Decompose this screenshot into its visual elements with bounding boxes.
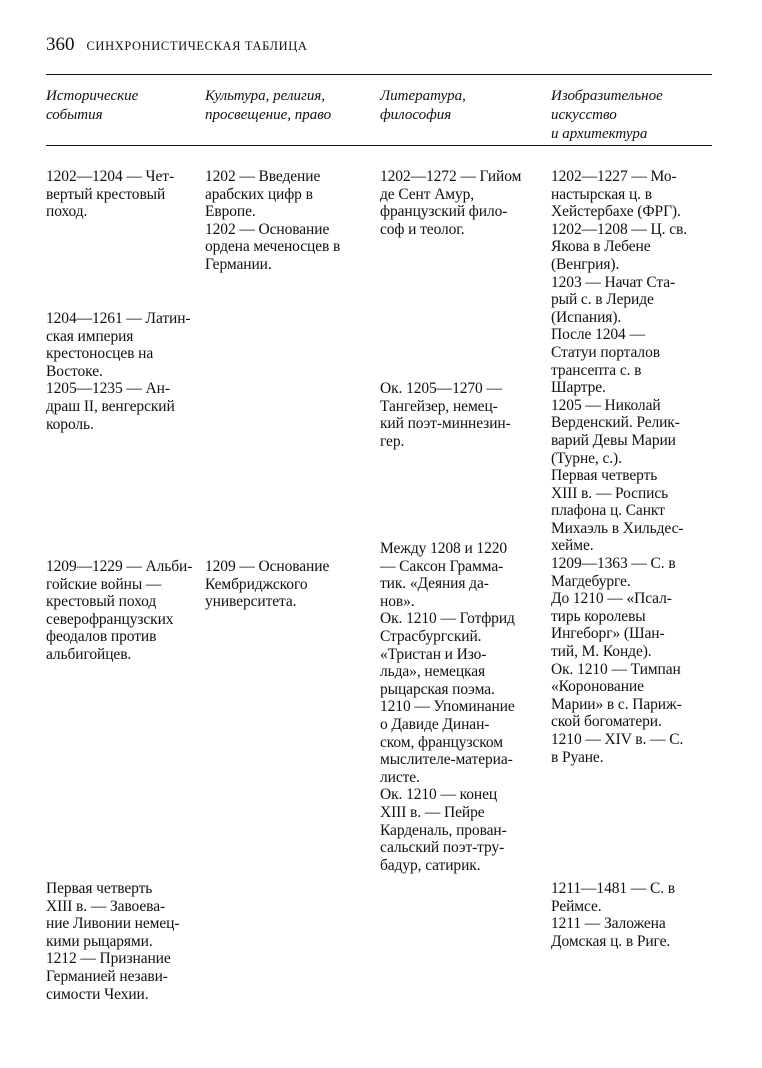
table-top-rule — [46, 74, 712, 75]
column-header-history: Исторические события — [46, 88, 139, 123]
column-header-art: Изобразительное искусство и архитектура — [551, 88, 663, 142]
column-header-literature: Литература, философия — [380, 88, 466, 123]
table-cell-art: 1202—1227 — Мо- настырская ц. в Хейстербахе (ФРГ). 1202—1208 — Ц. св. Якова в Лебене (Венгрия). 1203 — Начат Ста- рый с. в Лериде (Испания). После 1204 — Статуи порталов трансепта с. в Шартре. 1205 — Николай Верденский. Релик- варий Девы Марии (Турне, с.). Первая четверть XIII в. — Роспись плафона ц. Санкт Михаэль в Хильдес- хейме. 1209—1363 — С. в Магдебурге. До 1210 — «Псал- тирь королевы Ингеборг» (Шан- тий, М. Конде). Ок. 1210 — Тимпан «Коронование Марии» в с. Париж- ской богоматери. 1210 — XIV в. — С. в Руане. — [551, 168, 687, 766]
page-header — [46, 34, 308, 56]
table-cell-history: 1209—1229 — Альби- гойские войны — крестовый поход северофранцузских феодалов против альбигойцев. — [46, 558, 193, 663]
table-cell-literature: Между 1208 и 1220 — Саксон Граммa- тик. «Деяния да- нов». Ок. 1210 — Готфрид Страсбургский. «Тристан и Изо- льда», немецкая рыцарская поэма. 1210 — Упоминание о Давиде Динан- ском, французском мыслителе-материа- листе. Ок. 1210 — конец XIII в. — Пейре Карденаль, прован- сальский поэт-тру- бадур, сатирик. — [380, 540, 515, 874]
table-cell-literature: Ок. 1205—1270 — Тангейзер, немец- кий поэт-миннезин- гер. — [380, 380, 511, 450]
table-header-rule — [46, 145, 712, 146]
table-cell-literature: 1202—1272 — Гийом де Сент Амур, французский фило- соф и теолог. — [380, 168, 522, 238]
table-cell-history: Первая четверть XIII в. — Завоева- ние Ливонии немец- кими рыцарями. 1212 — Признание Германией незави- симости Чехии. — [46, 880, 180, 1003]
table-cell-history: 1202—1204 — Чет- вертый крестовый поход. — [46, 168, 175, 221]
table-cell-culture: 1202 — Введение арабских цифр в Европе. 1202 — Основание ордена меченосцев в Германии. — [205, 168, 341, 273]
running-title: СИНХРОНИСТИЧЕСКАЯ ТАБЛИЦА — [86, 39, 308, 53]
table-cell-art: 1211—1481 — С. в Реймсе. 1211 — Заложена Домская ц. в Риге. — [551, 880, 675, 950]
table-cell-history: 1204—1261 — Латин- ская империя крестоносцев на Востоке. 1205—1235 — Ан- драш II, венгерский король. — [46, 310, 191, 433]
column-header-culture: Культура, религия, просвещение, право — [205, 88, 332, 123]
page-number: 360 — [46, 34, 75, 55]
table-cell-culture: 1209 — Основание Кембриджского университета. — [205, 558, 330, 611]
